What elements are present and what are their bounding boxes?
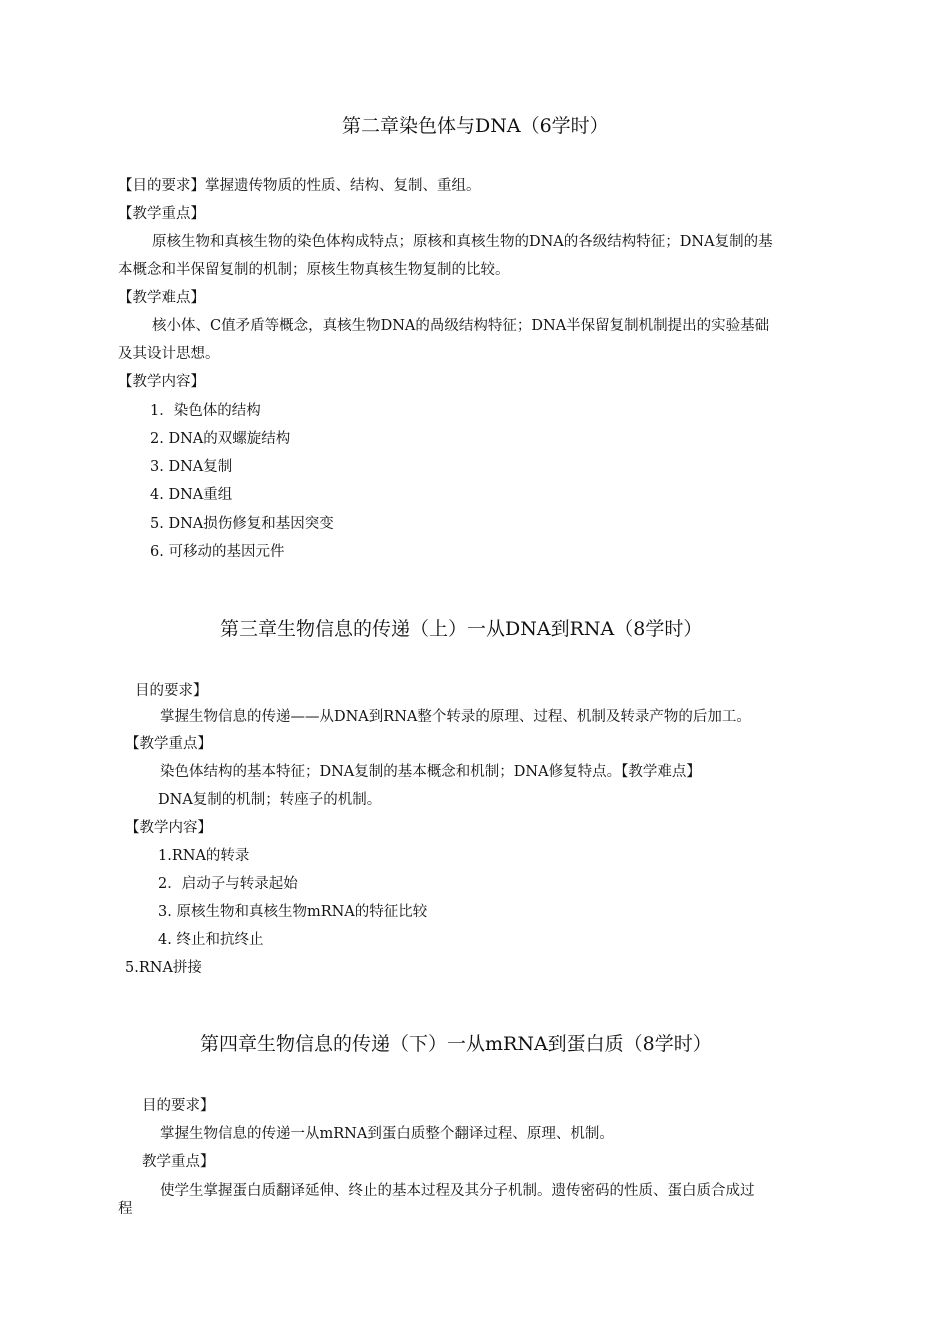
ch2-content-item: 5. DNA损伤修复和基因突变: [150, 516, 334, 532]
ch3-content-item: 4. 终止和抗终止: [158, 932, 264, 948]
ch3-content-heading: 【教学内容】: [125, 820, 212, 836]
chapter-2-title: 第二章染色体与DNA（6学时）: [342, 115, 609, 137]
ch4-aim-heading: 目的要求】: [142, 1098, 215, 1114]
ch3-difficulty-text: DNA复制的机制；转座子的机制。: [158, 792, 382, 808]
ch2-content-item: 1．染色体的结构: [150, 403, 261, 419]
ch2-key-text-2: 本概念和半保留复制的机制；原核生物真核生物复制的比较。: [118, 262, 510, 278]
ch2-aim: 【目的要求】掌握遗传物质的性质、结构、复制、重组。: [118, 178, 481, 194]
chapter-4-title: 第四章生物信息的传递（下）一从mRNA到蛋白质（8学时）: [200, 1033, 712, 1055]
ch2-key-text-1: 原核生物和真核生物的染色体构成特点；原核和真核生物的DNA的各级结构特征；DNA复制的基: [152, 234, 773, 250]
ch2-content-item: 2. DNA的双螺旋结构: [150, 431, 291, 447]
ch2-key-heading: 【教学重点】: [118, 206, 205, 222]
ch4-key-text-2: 程: [118, 1201, 133, 1217]
ch2-content-heading: 【教学内容】: [118, 374, 205, 390]
ch3-content-item: 5.RNA拼接: [125, 960, 202, 976]
ch3-key-heading: 【教学重点】: [125, 736, 212, 752]
chapter-3-title: 第三章生物信息的传递（上）一从DNA到RNA（8学时）: [220, 618, 703, 640]
ch3-aim-text: 掌握生物信息的传递——从DNA到RNA整个转录的原理、过程、机制及转录产物的后加工。: [160, 709, 751, 725]
ch4-aim-text: 掌握生物信息的传递一从mRNA到蛋白质整个翻译过程、原理、机制。: [160, 1126, 614, 1142]
ch2-content-item: 4. DNA重组: [150, 487, 233, 503]
ch3-content-item: 1.RNA的转录: [158, 848, 250, 864]
ch2-content-item: 3. DNA复制: [150, 459, 233, 475]
ch3-aim-heading: 目的要求】: [135, 683, 208, 699]
ch4-key-heading: 教学重点】: [142, 1154, 215, 1170]
ch2-difficulty-heading: 【教学难点】: [118, 290, 205, 306]
ch4-key-text-1: 使学生掌握蛋白质翻译延伸、终止的基本过程及其分子机制。遗传密码的性质、蛋白质合成过: [160, 1183, 755, 1199]
ch2-difficulty-text-1: 核小体、C值矛盾等概念，真核生物DNA的咼级结构特征；DNA半保留复制机制提出的实验基础: [152, 318, 770, 334]
ch3-content-item: 2．启动子与转录起始: [158, 876, 298, 892]
ch3-content-item: 3. 原核生物和真核生物mRNA的特征比较: [158, 904, 428, 920]
ch2-difficulty-text-2: 及其设计思想。: [118, 346, 220, 362]
ch2-content-item: 6. 可移动的基因元件: [150, 544, 285, 560]
ch3-key-text: 染色体结构的基本特征；DNA复制的基本概念和机制；DNA修复特点。【教学难点】: [160, 764, 701, 780]
